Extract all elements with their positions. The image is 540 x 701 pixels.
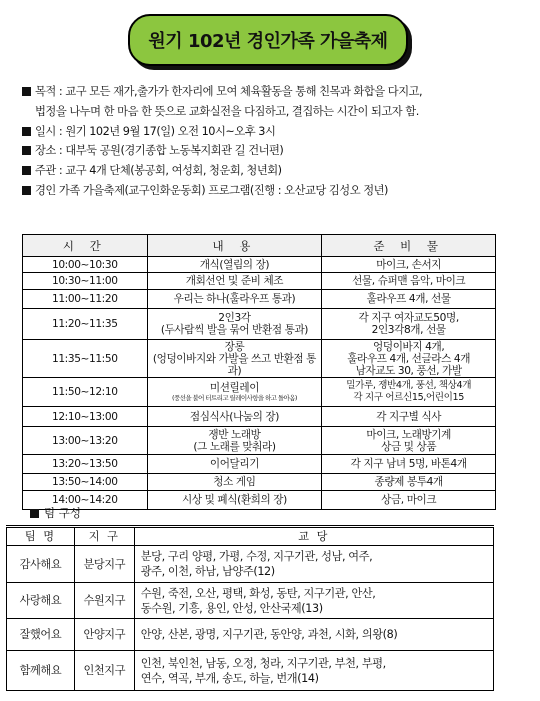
intro-line: 일시 : 원기 102년 9월 17(일) 오전 10시~오후 3시 (22, 122, 522, 142)
square-bullet-icon (22, 127, 31, 136)
intro-line: 장소 : 대부둑 공원(경기종합 노동복지회관 길 건너편) (22, 141, 522, 161)
teams-heading: 팀 구성 (30, 505, 81, 521)
schedule-table (22, 234, 496, 510)
table-row: 11:20~11:35 2인3각 (두사람씩 발을 묶어 반환점 통과) 각 지구 여자교도50명, 2인3각8개, 선물 (23, 309, 496, 340)
table-row: 13:50~14:00 청소 게임 종량제 봉투4개 (23, 474, 496, 491)
table-row: 12:10~13:00 점심식사(나눔의 장) 각 지구별 식사 (23, 407, 496, 427)
teams-header-row (7, 527, 494, 546)
table-row: 10:30~11:00 개회선언 및 준비 체조 선물, 슈퍼맨 음악, 마이크 (23, 273, 496, 290)
square-bullet-icon (30, 509, 39, 518)
table-row: 11:00~11:20 우리는 하나(훌라우프 통과) 훌라우프 4개, 선물 (23, 290, 496, 309)
column-header-prep: 준 비 물 (322, 235, 496, 257)
table-row: 14:00~14:20 시상 및 폐식(환희의 장) 상금, 마이크 (23, 491, 496, 510)
intro-section (22, 82, 522, 201)
square-bullet-icon (22, 186, 31, 195)
intro-line: 주관 : 교구 4개 단체(봉공회, 여성회, 청운회, 청년회) (22, 161, 522, 181)
page-title: 원기 102년 경인가족 가을축제 (128, 14, 408, 66)
table-row: 잘했어요 안양지구 안양, 산본, 광명, 지구기관, 동안양, 과천, 시화, 의왕(8) (7, 619, 494, 651)
intro-line: 경인 가족 가을축제(교구인화운동회) 프로그램(진행 : 오산교당 김성오 정년) (22, 181, 522, 201)
table-row: 13:00~13:20 쟁반 노래방 (그 노래를 맞춰라) 마이크, 노래방기계 상금 및 상품 (23, 427, 496, 455)
schedule-header-row (23, 235, 496, 257)
column-header-time: 시 간 (23, 235, 148, 257)
intro-line: 목적 : 교구 모든 재가,출가가 한자리에 모여 체육활동을 통해 친목과 화합을 다지고, (22, 82, 522, 102)
column-header-content: 내 용 (147, 235, 322, 257)
table-row: 11:35~11:50 장롱 (엉덩이바지와 가발을 쓰고 반환점 통과) 엉덩이바지 4개, 훌라우프 4개, 선글라스 4개 남자교도 30, 풍선, 가발 (23, 340, 496, 378)
column-header-district: 지 구 (74, 527, 134, 546)
column-header-temples: 교 당 (134, 527, 493, 546)
table-row: 사랑해요 수원지구 수원, 죽전, 오산, 평택, 화성, 동탄, 지구기관, 안산, 동수원, 기흥, 용인, 안성, 안산국제(13) (7, 583, 494, 619)
teams-table (6, 525, 494, 691)
square-bullet-icon (22, 87, 31, 96)
intro-line: 법정을 나누며 한 마음 한 뜻으로 교화실전을 다짐하고, 결집하는 시간이 되고자 함. (35, 104, 419, 118)
square-bullet-icon (22, 166, 31, 175)
table-row: 함께해요 인천지구 인천, 북인천, 남동, 오정, 청라, 지구기관, 부천, 부평, 연수, 역곡, 부개, 송도, 하늘, 번개(14) (7, 651, 494, 691)
table-row: 10:00~10:30 개식(열림의 장) 마이크, 손서지 (23, 257, 496, 273)
column-header-team: 팀 명 (7, 527, 75, 546)
square-bullet-icon (22, 146, 31, 155)
table-row: 감사해요 분당지구 분당, 구리 양평, 가평, 수정, 지구기관, 성남, 여주, 광주, 이천, 하남, 남양주(12) (7, 546, 494, 583)
table-row: 13:20~13:50 이어달리기 각 지구 남녀 5명, 바톤4개 (23, 455, 496, 474)
table-row: 11:50~12:10 미션릴레이 (풍선을 불어 터트리고 릴레이사항을 하고 돌아옴) 밀가루, 쟁반4개, 풍선, 책상4개 각 지구 어르신15,어린이15 (23, 378, 496, 407)
